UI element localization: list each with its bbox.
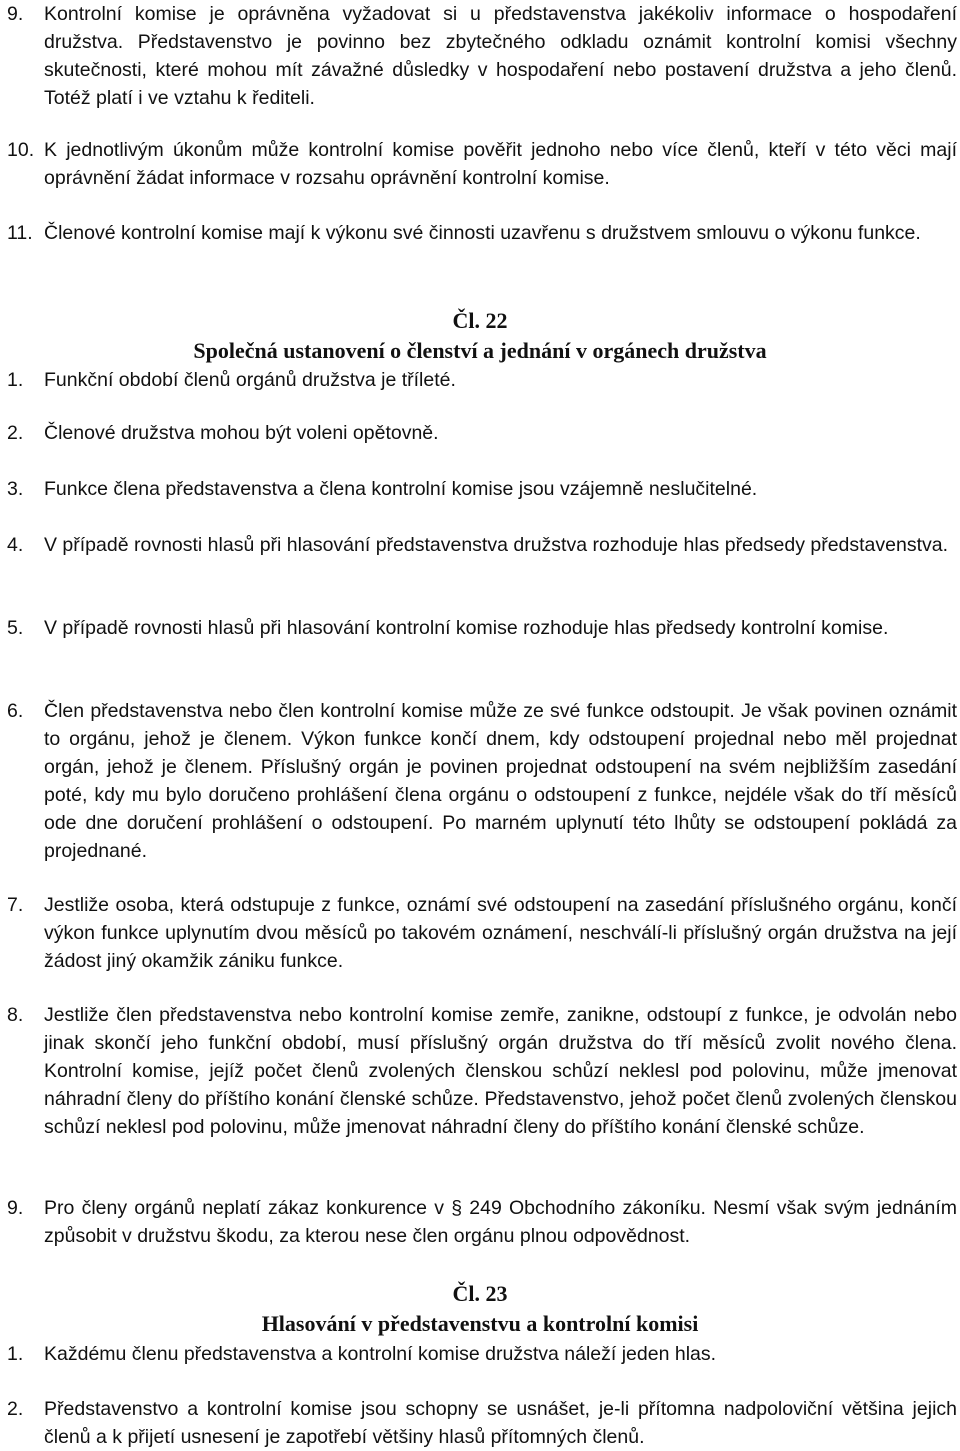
item-number: 4. xyxy=(7,534,24,556)
paragraph-item xyxy=(7,1001,957,1141)
paragraph-item xyxy=(7,1194,957,1250)
item-text: Jestliže osoba, která odstupuje z funkce, oznámí své odstoupení na zasedání příslušného orgánu, končí výkon funkce uplynutím dvou měsíců po takovém oznámení, neschválí-li příslušný orgán družstva na její žádost jiný okamžik zániku funkce. xyxy=(44,894,957,972)
paragraph-item xyxy=(7,697,957,865)
paragraph-item xyxy=(7,0,957,112)
item-text: Představenstvo a kontrolní komise jsou schopny se usnášet, je-li přítomna nadpoloviční většina jejich členů a k přijetí usnesení je zapotřebí většiny hlasů přítomných členů. xyxy=(44,1398,957,1448)
item-number: 5. xyxy=(7,617,24,639)
item-text: Člen představenstva nebo člen kontrolní komise může ze své funkce odstoupit. Je však povinen oznámit to orgánu, jehož je členem. Výkon funkce končí dnem, kdy odstoupení projednal nebo měl projednat orgán, jehož je členem. Příslušný orgán je povinen projednat odstoupení na svém nejbližším zasedání poté, kdy mu bylo doručeno prohlášení člena orgánu o odstoupení z funkce, nejdéle však do tří měsíců ode dne doručení prohlášení o odstoupení. Po marném uplynutí této lhůty se odstoupení pokládá za projednané. xyxy=(44,700,957,862)
item-text: Pro členy orgánů neplatí zákaz konkurence v § 249 Obchodního zákoníku. Nesmí však svým jednáním způsobit v družstvu škodu, za kterou nese člen orgánu plnou odpovědnost. xyxy=(44,1197,957,1247)
item-text: Kontrolní komise je oprávněna vyžadovat si u představenstva jakékoliv informace o hospodaření družstva. Představenstvo je povinno bez zbytečného odkladu oznámit kontrolní komisi všechny skutečnosti, které mohou mít závažné důsledky v hospodaření nebo postavení družstva a jeho členů. Totéž platí i ve vztahu k řediteli. xyxy=(44,3,957,109)
paragraph-item xyxy=(7,475,957,503)
item-text: V případě rovnosti hlasů při hlasování představenstva družstva rozhoduje hlas předsedy představenstva. xyxy=(44,534,949,556)
item-number: 9. xyxy=(7,3,24,25)
paragraph-item xyxy=(7,419,957,447)
item-number: 11. xyxy=(7,222,33,244)
article-number: Čl. 23 xyxy=(452,1281,508,1306)
item-number: 1. xyxy=(7,369,24,391)
item-number: 2. xyxy=(7,422,24,444)
article-title: Společná ustanovení o členství a jednání v orgánech družstva xyxy=(193,338,767,363)
paragraph-item xyxy=(7,614,957,642)
item-text: V případě rovnosti hlasů při hlasování kontrolní komise rozhoduje hlas předsedy kontrolní komise. xyxy=(44,617,889,639)
paragraph-item xyxy=(7,1395,957,1451)
item-text: Funkční období členů orgánů družstva je tříleté. xyxy=(44,369,456,391)
paragraph-item xyxy=(7,219,957,247)
item-number: 3. xyxy=(7,478,24,500)
paragraph-item xyxy=(7,136,957,192)
paragraph-item xyxy=(7,366,957,394)
paragraph-item xyxy=(7,1340,957,1368)
paragraph-item xyxy=(7,891,957,975)
paragraph-item xyxy=(7,531,957,559)
item-number: 1. xyxy=(7,1343,24,1365)
item-text: Funkce člena představenstva a člena kontrolní komise jsou vzájemně neslučitelné. xyxy=(44,478,758,500)
item-number: 8. xyxy=(7,1004,24,1026)
item-number: 6. xyxy=(7,700,24,722)
article-title: Hlasování v představenstvu a kontrolní komisi xyxy=(261,1311,699,1336)
item-text: Členové družstva mohou být voleni opětovně. xyxy=(44,422,439,444)
item-number: 9. xyxy=(7,1197,24,1219)
item-text: Jestliže člen představenstva nebo kontrolní komise zemře, zanikne, odstoupí z funkce, je odvolán nebo jinak skončí jeho funkční období, musí příslušný orgán družstva do tří měsíců zvolit nového člena. Kontrolní komise, jejíž počet členů zvolených členskou schůzí neklesl pod polovinu, může jmenovat náhradní členy do příštího konání členské schůze. Představenstvo, jehož počet členů zvolených členskou schůzí neklesl pod polovinu, může jmenovat náhradní členy do příštího konání členské schůze. xyxy=(44,1004,957,1138)
article-number: Čl. 22 xyxy=(452,308,508,333)
item-text: Každému členu představenstva a kontrolní komise družstva náleží jeden hlas. xyxy=(44,1343,717,1365)
item-number: 10. xyxy=(7,139,35,161)
item-number: 2. xyxy=(7,1398,24,1420)
item-text: Členové kontrolní komise mají k výkonu své činnosti uzavřenu s družstvem smlouvu o výkonu funkce. xyxy=(44,222,921,244)
item-number: 7. xyxy=(7,894,24,916)
item-text: K jednotlivým úkonům může kontrolní komise pověřit jednoho nebo více členů, kteří v této věci mají oprávnění žádat informace v rozsahu oprávnění kontrolní komise. xyxy=(44,139,957,189)
